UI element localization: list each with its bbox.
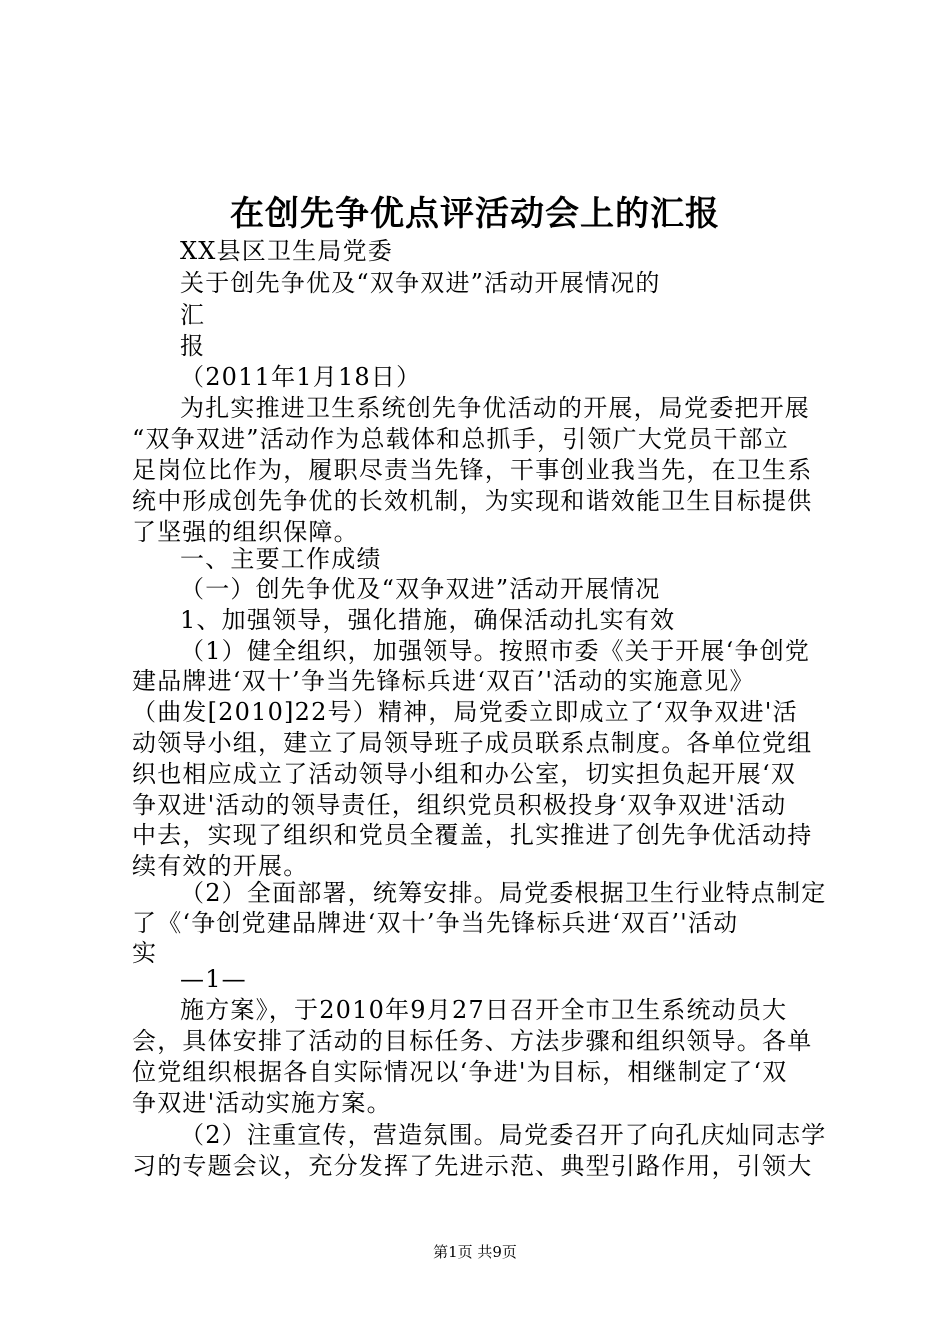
body-line: 习的专题会议，充分发挥了先进示范、典型引路作用，引领大	[132, 1152, 813, 1180]
body-line: 为扎实推进卫生系统创先争优活动的开展，局党委把开展	[180, 394, 810, 422]
subsection-heading: 1、加强领导，强化措施，确保活动扎实有效	[180, 606, 676, 634]
body-line: 续有效的开展。	[132, 852, 309, 880]
section-heading: 一、主要工作成绩	[180, 545, 382, 573]
body-line: （2）注重宣传，营造氛围。局党委召开了向孔庆灿同志学	[180, 1121, 827, 1149]
body-line: 建品牌进‘双十’争当先锋标兵进‘双百’'活动的实施意见》	[132, 667, 755, 695]
org-name: XX县区卫生局党委	[180, 237, 393, 265]
body-line: 了坚强的组织保障。	[132, 518, 359, 546]
body-line: 争双进'活动的领导责任，组织党员积极投身‘双争双进'活动	[132, 791, 787, 819]
body-line: （2）全面部署，统筹安排。局党委根据卫生行业特点制定	[180, 879, 827, 907]
body-line: 会，具体安排了活动的目标任务、方法步骤和组织领导。各单	[132, 1027, 813, 1055]
body-line: 实	[132, 939, 158, 967]
body-line: 动领导小组，建立了局领导班子成员联系点制度。各单位党组	[132, 729, 813, 757]
body-line: 统中形成创先争优的长效机制，为实现和谐效能卫生目标提供	[132, 487, 813, 515]
body-line: （曲发[2010]22号）精神，局党委立即成立了‘双争双进'活	[132, 698, 798, 726]
subtitle-line: 关于创先争优及“双争双进”活动开展情况的	[180, 269, 661, 297]
body-line: 织也相应成立了活动领导小组和办公室，切实担负起开展‘双	[132, 760, 797, 788]
body-line: （1）健全组织，加强领导。按照市委《关于开展‘争创党	[180, 637, 811, 665]
body-line: “双争双进”活动作为总载体和总抓手，引领广大党员干部立	[132, 425, 789, 453]
document-title: 在创先争优点评活动会上的汇报	[230, 194, 720, 234]
body-line: 争双进'活动实施方案。	[132, 1089, 392, 1117]
body-line: 施方案》，于2010年9月27日召开全市卫生系统动员大	[180, 996, 788, 1024]
body-line: 中去，实现了组织和党员全覆盖，扎实推进了创先争优活动持	[132, 821, 813, 849]
body-line: 位党组织根据各自实际情况以‘争进'为目标，相继制定了‘双	[132, 1058, 788, 1086]
body-line: 足岗位比作为，履职尽责当先锋，干事创业我当先，在卫生系	[132, 456, 813, 484]
body-line: 了《‘争创党建品牌进‘双十’争当先锋标兵进‘双百’'活动	[132, 909, 739, 937]
date-line: （2011年1月18日）	[180, 363, 422, 391]
page-number-mark: —1—	[180, 965, 247, 993]
subtitle-line: 汇	[180, 301, 206, 329]
subtitle-line: 报	[180, 332, 206, 360]
subsection-heading: （一）创先争优及“双争双进”活动开展情况	[180, 575, 661, 603]
page-footer: 第1页 共9页	[433, 1243, 517, 1261]
